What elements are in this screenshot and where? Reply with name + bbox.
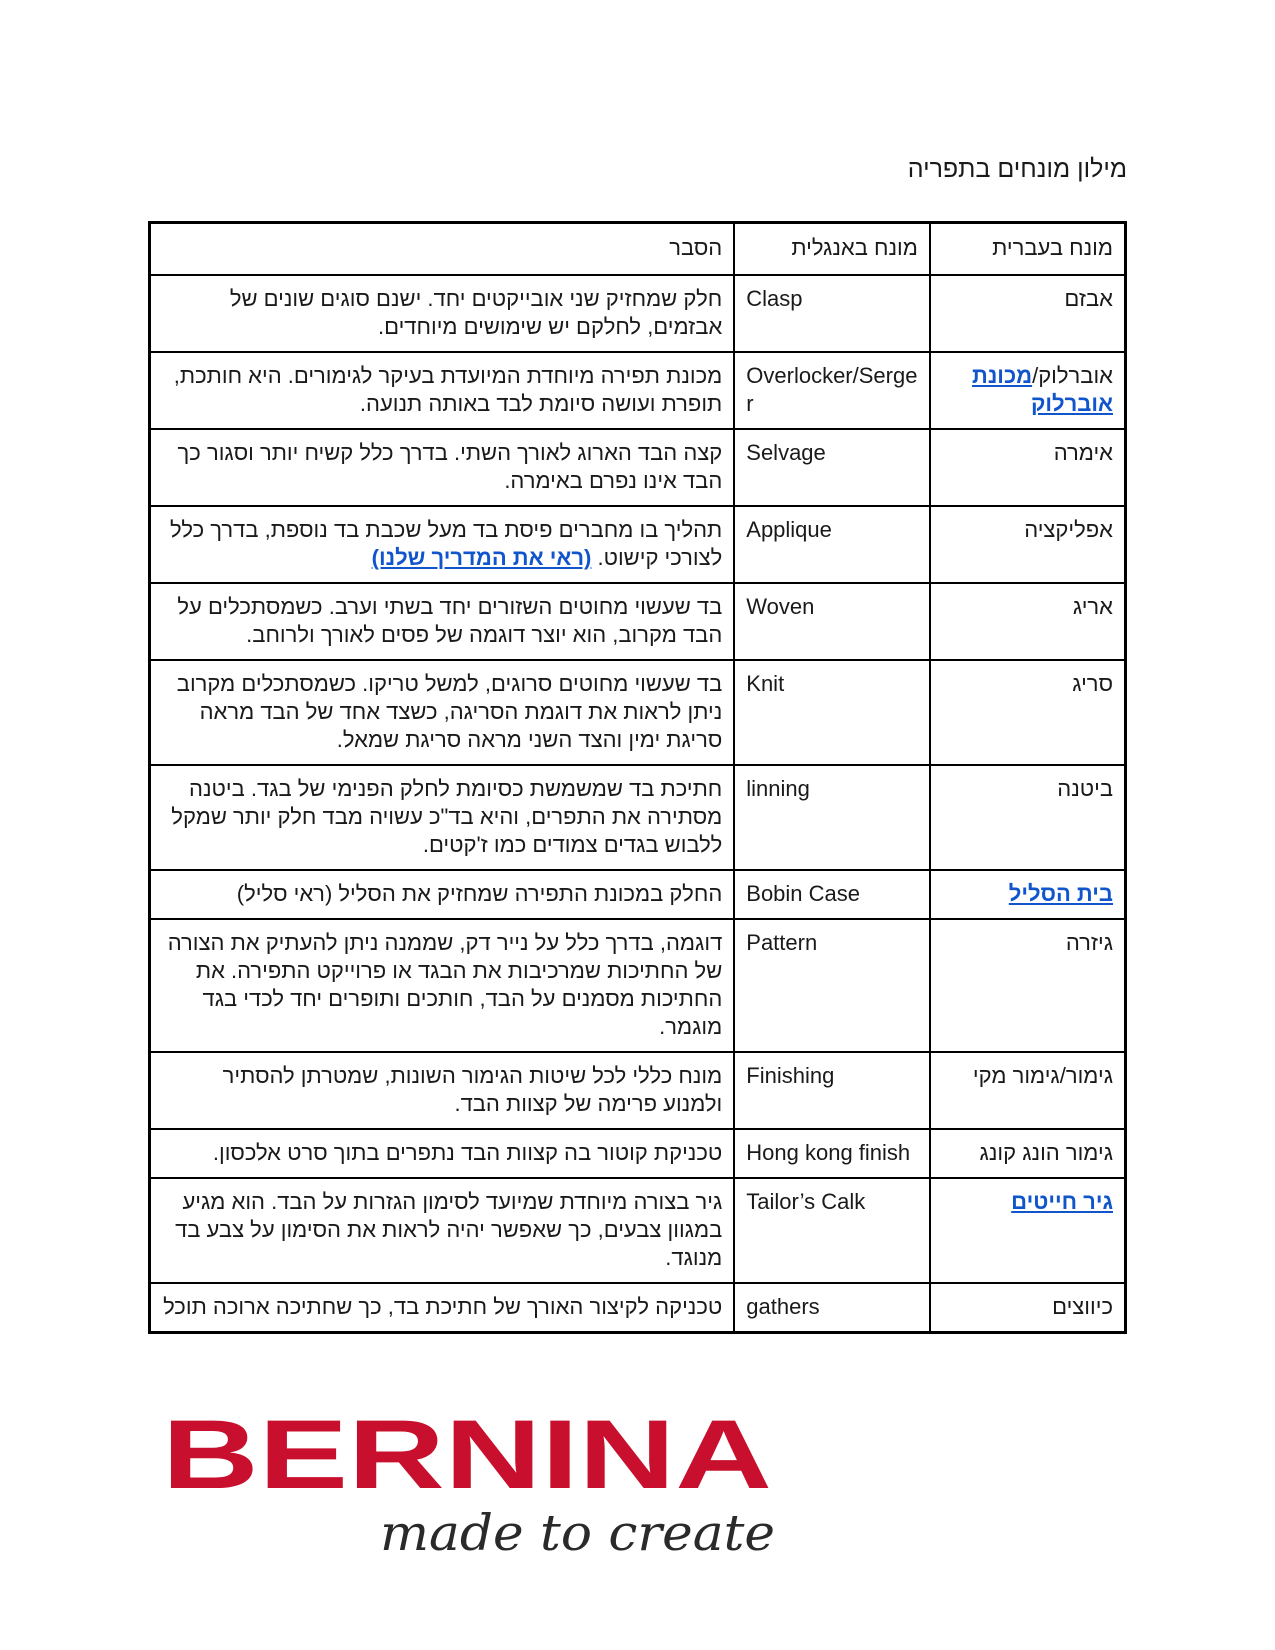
term-hebrew bbox=[930, 1129, 1126, 1178]
explanation-text: בד שעשוי מחוטים סרוגים, למשל טריקו. כשמסתכלים מקרוב ניתן לראות את דוגמת הסריגה, כשצד אחד של הבד מראה סריגת ימין והצד השני מראה סריגת שמאל. bbox=[176, 671, 723, 752]
term-explanation bbox=[150, 1129, 735, 1178]
term-hebrew bbox=[930, 429, 1126, 506]
table-row bbox=[150, 660, 1126, 765]
term-explanation bbox=[150, 870, 735, 919]
hebrew-term-text: כיווצים bbox=[1052, 1294, 1113, 1319]
explanation-text: גיר בצורה מיוחדת שמיועד לסימון הגזרות על הבד. הוא מגיע במגוון צבעים, כך שאפשר יהיה לראות את הסימון על צבע בד מנוגד. bbox=[175, 1189, 723, 1270]
term-explanation bbox=[150, 429, 735, 506]
hebrew-term-text: סריג bbox=[1072, 671, 1113, 696]
explanation-text: החלק במכונת התפירה שמחזיק את הסליל (ראי סליל) bbox=[236, 881, 723, 906]
term-explanation bbox=[150, 765, 735, 870]
hebrew-term-text: גימור/גימור מקי bbox=[972, 1063, 1113, 1088]
term-english: Selvage bbox=[734, 429, 930, 506]
table-row bbox=[150, 1129, 1126, 1178]
term-english: Bobin Case bbox=[734, 870, 930, 919]
table-row bbox=[150, 870, 1126, 919]
term-english: Overlocker/Serger bbox=[734, 352, 930, 429]
term-link[interactable]: בית הסליל bbox=[1008, 881, 1113, 906]
term-link[interactable]: מכונת אוברלוק bbox=[972, 363, 1113, 416]
term-hebrew bbox=[930, 870, 1126, 919]
explanation-text: טכניקת קוטור בה קצוות הבד נתפרים בתוך סרט אלכסון. bbox=[212, 1140, 723, 1165]
term-english: Woven bbox=[734, 583, 930, 660]
hebrew-term-text: אוברלוק/ bbox=[1032, 363, 1113, 388]
term-hebrew bbox=[930, 1283, 1126, 1333]
page-title: מילון מונחים בתפריה bbox=[907, 155, 1127, 183]
term-hebrew bbox=[930, 765, 1126, 870]
header-hebrew: מונח בעברית bbox=[930, 223, 1126, 276]
table-row bbox=[150, 352, 1126, 429]
table-row bbox=[150, 429, 1126, 506]
header-english: מונח באנגלית bbox=[734, 223, 930, 276]
term-english: Finishing bbox=[734, 1052, 930, 1129]
term-explanation bbox=[150, 919, 735, 1052]
table-row bbox=[150, 765, 1126, 870]
guide-link[interactable]: (ראי את המדריך שלנו) bbox=[371, 545, 592, 570]
term-english: Knit bbox=[734, 660, 930, 765]
explanation-text: מונח כללי לכל שיטות הגימור השונות, שמטרתן להסתיר ולמנוע פרימה של קצוות הבד. bbox=[222, 1063, 723, 1116]
term-english: Clasp bbox=[734, 275, 930, 352]
table-row bbox=[150, 919, 1126, 1052]
explanation-text: קצה הבד הארוג לאורך השתי. בדרך כלל קשיח יותר וסגור כך הבד אינו נפרם באימרה. bbox=[177, 440, 723, 493]
term-explanation bbox=[150, 1178, 735, 1283]
term-hebrew bbox=[930, 660, 1126, 765]
table-row bbox=[150, 1283, 1126, 1333]
hebrew-term-text: אבזם bbox=[1064, 286, 1113, 311]
logo-brand-text: BERNINA bbox=[162, 1408, 772, 1509]
table-header-row bbox=[150, 223, 1126, 276]
hebrew-term-text: גימור הונג קונג bbox=[979, 1140, 1113, 1165]
explanation-text: בד שעשוי מחוטים השזורים יחד בשתי וערב. כשמסתכלים על הבד מקרוב, הוא יוצר דוגמה של פסים לאורך ולרוחב. bbox=[177, 594, 723, 647]
term-explanation bbox=[150, 275, 735, 352]
term-english: Hong kong finish bbox=[734, 1129, 930, 1178]
hebrew-term-text: גיזרה bbox=[1065, 930, 1113, 955]
term-hebrew bbox=[930, 352, 1126, 429]
explanation-text: חתיכת בד שמשמשת כסיומת לחלק הפנימי של בגד. ביטנה מסתירה את התפרים, והיא בד"כ עשויה מבד חלק יותר שמקל ללבוש בגדים צמודים כמו ז'קטים. bbox=[171, 776, 723, 857]
hebrew-term-text: ביטנה bbox=[1057, 776, 1113, 801]
term-hebrew bbox=[930, 275, 1126, 352]
term-english: gathers bbox=[734, 1283, 930, 1333]
term-explanation bbox=[150, 352, 735, 429]
table-row bbox=[150, 506, 1126, 583]
term-english: linning bbox=[734, 765, 930, 870]
hebrew-term-text: אימרה bbox=[1053, 440, 1113, 465]
explanation-text: תהליך בו מחברים פיסת בד מעל שכבת בד נוספת, בדרך כלל לצורכי קישוט. bbox=[169, 517, 723, 570]
term-explanation bbox=[150, 1052, 735, 1129]
term-hebrew bbox=[930, 1178, 1126, 1283]
term-hebrew bbox=[930, 919, 1126, 1052]
logo-tagline-text: made to create bbox=[380, 1504, 775, 1558]
term-explanation bbox=[150, 660, 735, 765]
table-row bbox=[150, 275, 1126, 352]
explanation-text: דוגמה, בדרך כלל על נייר דק, שממנה ניתן להעתיק את הצורה של החתיכות שמרכיבות את הבגד או פרוייקט התפירה. את החתיכות מסמנים על הבד, חותכים ותופרים יחד לכדי בגד מוגמר. bbox=[167, 930, 723, 1039]
term-hebrew bbox=[930, 506, 1126, 583]
table-row bbox=[150, 583, 1126, 660]
hebrew-term-text: אפליקציה bbox=[1024, 517, 1113, 542]
explanation-text: מכונת תפירה מיוחדת המיועדת בעיקר לגימורים. היא חותכת, תופרת ועושה סיומת לבד באותה תנועה. bbox=[173, 363, 723, 416]
term-english: Applique bbox=[734, 506, 930, 583]
table-row bbox=[150, 1052, 1126, 1129]
term-explanation bbox=[150, 583, 735, 660]
term-english: Tailor’s Calk bbox=[734, 1178, 930, 1283]
explanation-text: חלק שמחזיק שני אובייקטים יחד. ישנם סוגים שונים של אבזמים, לחלקם יש שימושים מיוחדים. bbox=[229, 286, 723, 339]
hebrew-term-text: אריג bbox=[1072, 594, 1113, 619]
table-row bbox=[150, 1178, 1126, 1283]
bernina-logo bbox=[158, 1408, 818, 1558]
term-explanation bbox=[150, 1283, 735, 1333]
explanation-text: טכניקה לקיצור האורך של חתיכת בד, כך שחתיכה ארוכה תוכל bbox=[163, 1294, 723, 1319]
glossary-table bbox=[148, 221, 1127, 1334]
term-hebrew bbox=[930, 583, 1126, 660]
term-link[interactable]: גיר חייטים bbox=[1011, 1189, 1113, 1214]
term-english: Pattern bbox=[734, 919, 930, 1052]
term-hebrew bbox=[930, 1052, 1126, 1129]
header-explanation: הסבר bbox=[150, 223, 735, 276]
term-explanation bbox=[150, 506, 735, 583]
